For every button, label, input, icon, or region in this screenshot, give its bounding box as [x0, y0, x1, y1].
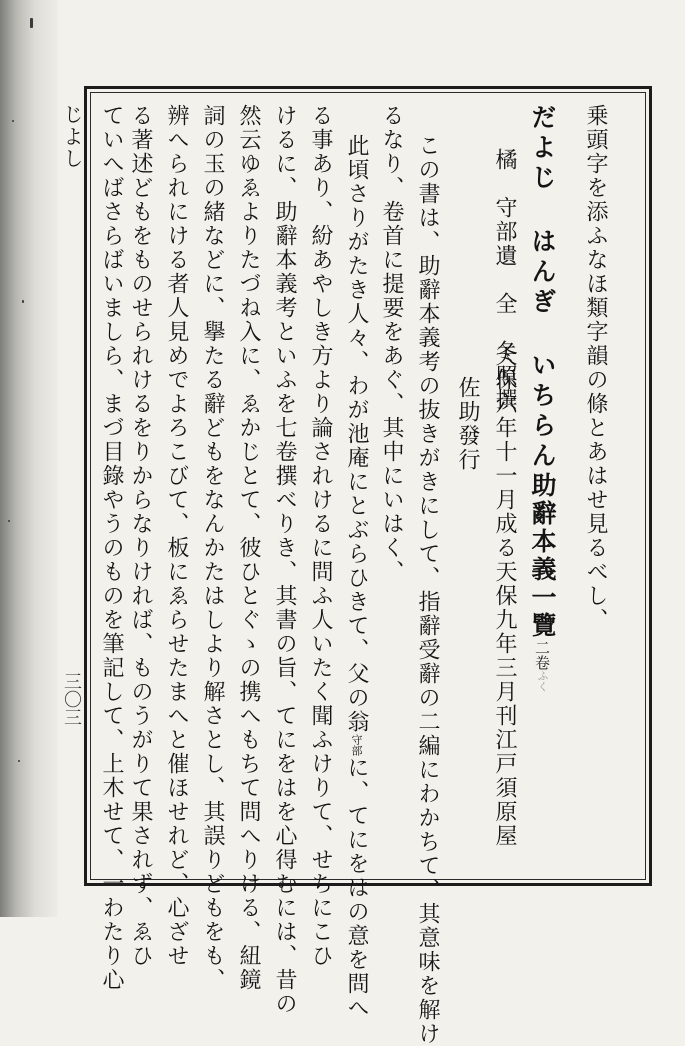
page-number: 三〇三	[61, 672, 82, 726]
title-reading: だよじ はんぎ いちらん	[528, 104, 557, 472]
spine-speck	[18, 760, 20, 762]
author-line: 橘 守部遺 全 冬照撰	[492, 148, 517, 412]
spine-speck	[8, 520, 10, 522]
title-kanji: 助辭本義一覽	[528, 472, 557, 640]
text-column-6a: 此頃さりがたき人々、わが池庵にとぶらひきて、父の翁	[344, 134, 369, 734]
entry-title	[527, 104, 557, 692]
text-column-4: この書は、助辭本義考の抜きがきにして、指辭受辭の二編にわかちて、其意味を解け	[415, 134, 440, 1046]
text-column-5: るなり、卷首に提要をあぐ、其中にいはく、	[379, 104, 404, 584]
spine-speck	[12, 120, 14, 122]
text-column-13: ていへばさらばいましら、まづ目錄やうのものを筆記して、上木せて、一わたり心	[99, 104, 124, 992]
text-column-10: 詞の玉の緒などに、擧たる辭どもをなんかたはしより解さとし、其誤りどもをも、	[200, 104, 225, 992]
title-volumes: 二卷	[533, 640, 551, 670]
warichu-note: 守部	[350, 734, 363, 756]
publisher-name: 佐助發行	[455, 376, 480, 472]
text-column-7: る事あり、紛あやしき方より論されけるに問ふ人いたく聞ふけりて、せちにこひ	[308, 104, 333, 968]
spine-speck	[22, 300, 24, 303]
text-column-9: 然云ゆゑよりたづね入に、ゑかじとて、彼ひとぐゝの携へもちて問へりける、紐鏡	[236, 104, 261, 992]
spine-speck	[30, 18, 33, 28]
text-column-6b: に、てにをはの意を問へ	[344, 756, 369, 1020]
text-column-6	[341, 134, 371, 1020]
text-column-1: 乗頭字を添ふなほ類字韻の條とあはせ見るべし、	[583, 104, 608, 632]
book-spine-shadow	[0, 0, 58, 917]
text-column-11: 辨へられにける者人見めでよろこびて、板にゑらせたまへと催ほせれど、心ざせ	[164, 104, 189, 968]
text-column-8: けるに、助辭本義考といふを七卷撰べりき、其書の旨、てにをはを心得むには、昔の	[272, 104, 297, 1016]
margin-note: ふく	[536, 670, 549, 692]
running-head: じよし	[60, 104, 84, 170]
publication-info: 天保六年十一月成る天保九年三月刊江戸須原屋	[492, 344, 517, 848]
text-column-12: る著述どもをものせられけるをりからなりければ、ものうがりて果されず、ゑひ	[128, 104, 153, 968]
